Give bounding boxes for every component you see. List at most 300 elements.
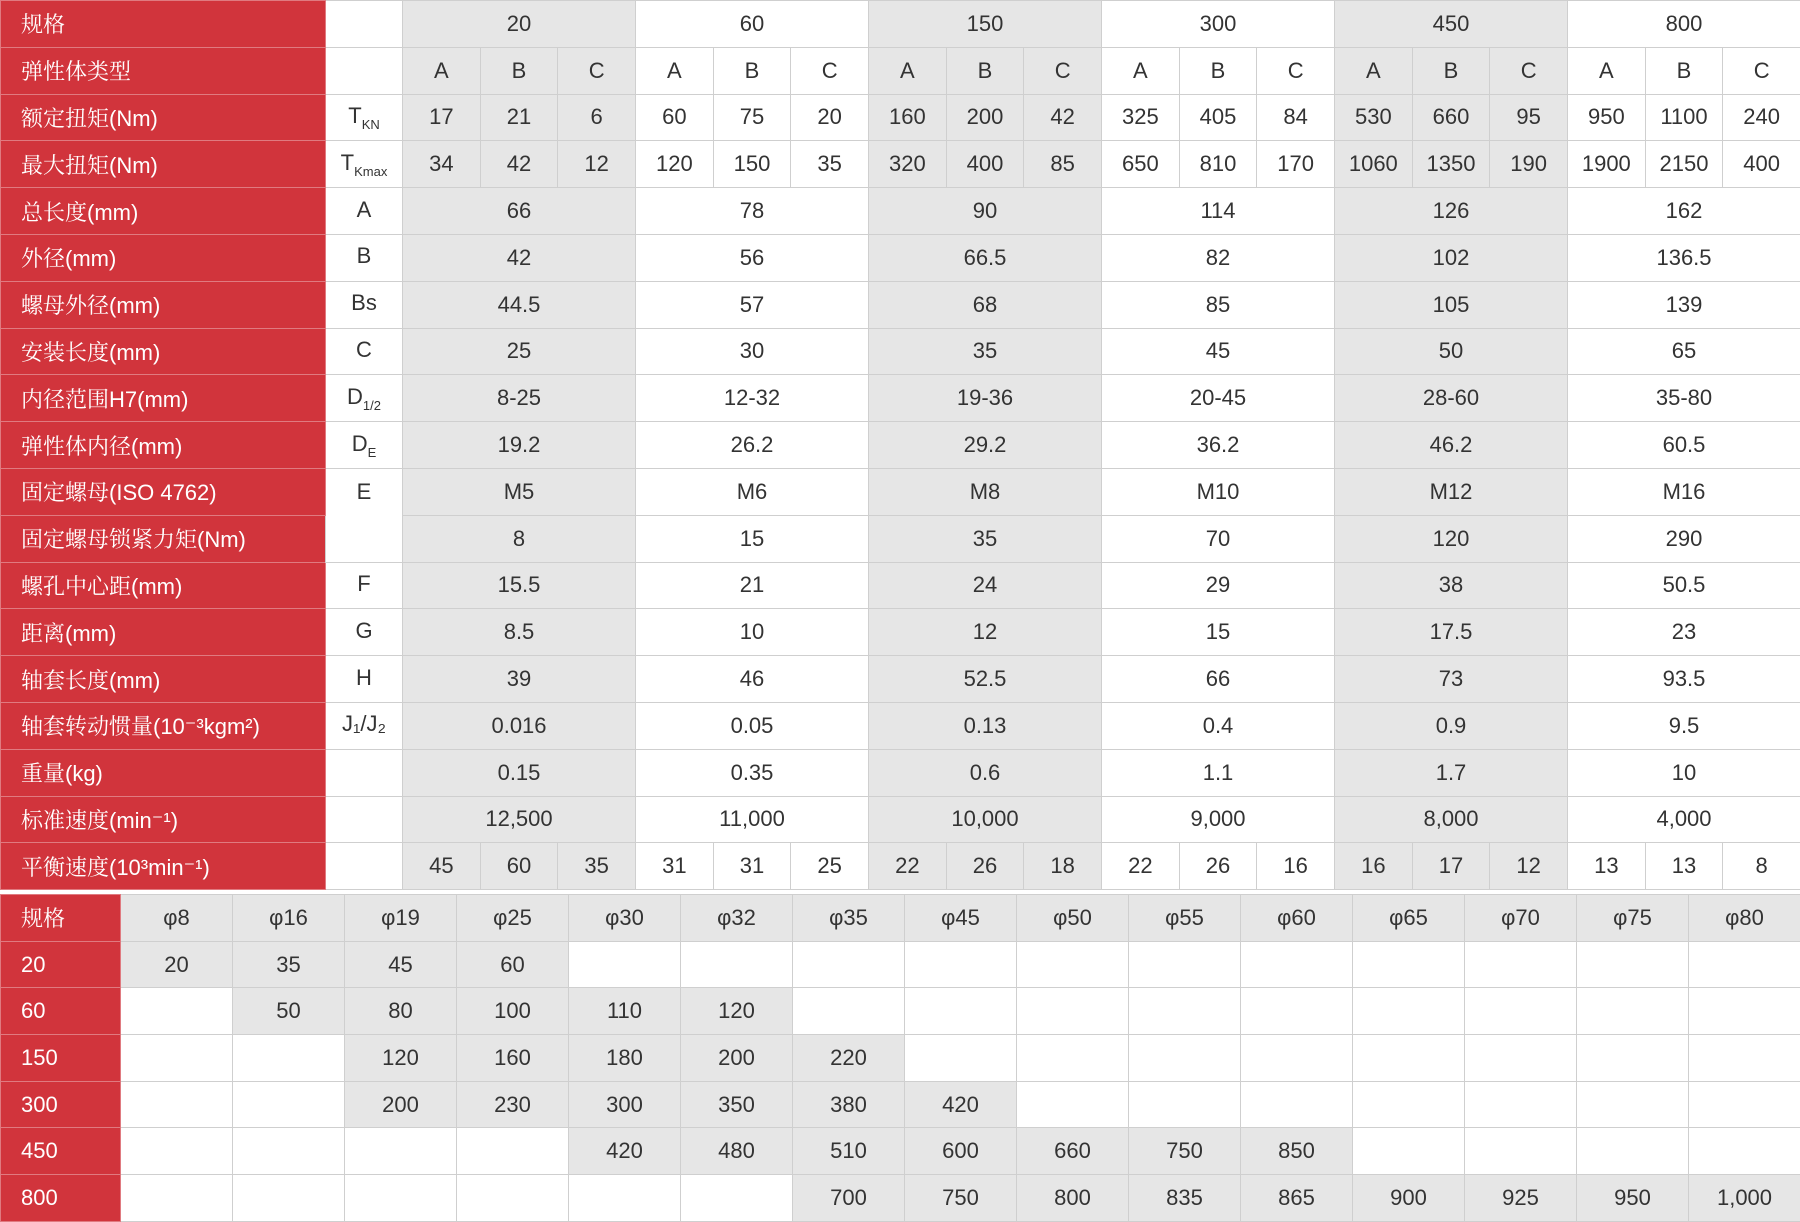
- row-label: 轴套长度(mm): [1, 656, 326, 703]
- value-cell: 139: [1568, 281, 1800, 328]
- value-cell: 15: [636, 515, 869, 562]
- symbol-cell: [326, 796, 403, 843]
- size-header-cell: 150: [869, 1, 1102, 48]
- value-cell: 34: [403, 141, 481, 188]
- value-cell: 660: [1412, 94, 1490, 141]
- bore-header-cell: φ30: [569, 895, 681, 942]
- size-header-cell: 450: [1335, 1, 1568, 48]
- value-cell: 162: [1568, 188, 1800, 235]
- bore-header-cell: φ55: [1129, 895, 1241, 942]
- value-cell: 16: [1335, 843, 1413, 890]
- value-cell: 57: [636, 281, 869, 328]
- symbol-cell: [326, 702, 403, 749]
- bore-header-cell: φ80: [1689, 895, 1800, 942]
- row-label: 固定螺母锁紧力矩(Nm): [1, 515, 326, 562]
- spec-row: [1, 562, 1800, 609]
- row-label: 额定扭矩(Nm): [1, 94, 326, 141]
- type-cell: A: [869, 47, 947, 94]
- bore-row: [1, 988, 1800, 1035]
- value-cell: 865: [1241, 1175, 1353, 1222]
- bore-header-cell: φ19: [345, 895, 457, 942]
- value-cell: [1465, 1035, 1577, 1082]
- row-label: 内径范围H7(mm): [1, 375, 326, 422]
- value-cell: 750: [905, 1175, 1017, 1222]
- value-cell: [233, 1081, 345, 1128]
- value-cell: [345, 1128, 457, 1175]
- bore-header-cell: φ32: [681, 895, 793, 942]
- symbol-cell: [326, 609, 403, 656]
- value-cell: [121, 1035, 233, 1082]
- symbol-cell: [326, 422, 403, 469]
- value-cell: [1689, 1081, 1800, 1128]
- value-cell: 10,000: [869, 796, 1102, 843]
- symbol-cell: [326, 375, 403, 422]
- value-cell: 325: [1102, 94, 1180, 141]
- value-cell: 150: [713, 141, 791, 188]
- value-cell: 35-80: [1568, 375, 1800, 422]
- value-cell: 810: [1179, 141, 1257, 188]
- value-cell: M6: [636, 468, 869, 515]
- value-cell: 200: [345, 1081, 457, 1128]
- value-cell: 9.5: [1568, 702, 1800, 749]
- value-cell: 300: [569, 1081, 681, 1128]
- symbol-subscript: Kmax: [354, 164, 387, 179]
- value-cell: 0.35: [636, 749, 869, 796]
- symbol-cell: [326, 468, 403, 562]
- value-cell: 700: [793, 1175, 905, 1222]
- value-cell: 22: [1102, 843, 1180, 890]
- value-cell: 0.016: [403, 702, 636, 749]
- value-cell: 75: [713, 94, 791, 141]
- value-cell: 114: [1102, 188, 1335, 235]
- row-label: 最大扭矩(Nm): [1, 141, 326, 188]
- value-cell: 29.2: [869, 422, 1102, 469]
- type-cell: B: [480, 47, 558, 94]
- value-cell: 60: [457, 941, 569, 988]
- symbol-cell: [326, 562, 403, 609]
- value-cell: 39: [403, 656, 636, 703]
- value-cell: 17: [1412, 843, 1490, 890]
- bore-row: [1, 1035, 1800, 1082]
- value-cell: 60: [480, 843, 558, 890]
- bore-row: [1, 1175, 1800, 1222]
- value-cell: 50: [233, 988, 345, 1035]
- value-cell: 17: [403, 94, 481, 141]
- value-cell: 66.5: [869, 234, 1102, 281]
- value-cell: [1689, 941, 1800, 988]
- size-header-cell: 300: [1102, 1, 1335, 48]
- value-cell: 26.2: [636, 422, 869, 469]
- value-cell: [457, 1175, 569, 1222]
- value-cell: [905, 941, 1017, 988]
- bore-header-cell: φ50: [1017, 895, 1129, 942]
- value-cell: 12: [558, 141, 636, 188]
- value-cell: 1060: [1335, 141, 1413, 188]
- symbol-main: A: [357, 197, 372, 222]
- balance-speed-row: [1, 843, 1800, 890]
- bore-header-cell: φ70: [1465, 895, 1577, 942]
- value-cell: 90: [869, 188, 1102, 235]
- row-label: 标准速度(min⁻¹): [1, 796, 326, 843]
- value-cell: 480: [681, 1128, 793, 1175]
- spec-row: [1, 749, 1800, 796]
- value-cell: 66: [403, 188, 636, 235]
- spec-row: [1, 234, 1800, 281]
- value-cell: [1353, 1128, 1465, 1175]
- type-cell: C: [791, 47, 869, 94]
- value-cell: M12: [1335, 468, 1568, 515]
- value-cell: 126: [1335, 188, 1568, 235]
- symbol-main: E: [357, 479, 372, 504]
- type-cell: A: [636, 47, 714, 94]
- value-cell: 42: [1024, 94, 1102, 141]
- symbol-main: T: [348, 103, 361, 128]
- spec-row: [1, 328, 1800, 375]
- value-cell: 19.2: [403, 422, 636, 469]
- value-cell: [1465, 1081, 1577, 1128]
- row-label: 150: [1, 1035, 121, 1082]
- row-label: 安装长度(mm): [1, 328, 326, 375]
- spec-row: [1, 656, 1800, 703]
- type-cell: B: [1645, 47, 1723, 94]
- bore-header-cell: φ16: [233, 895, 345, 942]
- value-cell: 25: [791, 843, 869, 890]
- value-cell: [1577, 1081, 1689, 1128]
- value-cell: [121, 1081, 233, 1128]
- value-cell: 1,000: [1689, 1175, 1800, 1222]
- value-cell: 105: [1335, 281, 1568, 328]
- value-cell: 80: [345, 988, 457, 1035]
- value-cell: 180: [569, 1035, 681, 1082]
- value-cell: 190: [1490, 141, 1568, 188]
- bore-header-cell: φ35: [793, 895, 905, 942]
- value-cell: 78: [636, 188, 869, 235]
- value-cell: [569, 1175, 681, 1222]
- value-cell: [1353, 988, 1465, 1035]
- spec-row: [1, 515, 1800, 562]
- value-cell: 21: [636, 562, 869, 609]
- value-cell: 45: [345, 941, 457, 988]
- value-cell: 160: [869, 94, 947, 141]
- symbol-cell: [326, 234, 403, 281]
- value-cell: 660: [1017, 1128, 1129, 1175]
- value-cell: [1017, 1035, 1129, 1082]
- symbol-main: Bs: [351, 290, 377, 315]
- value-cell: 530: [1335, 94, 1413, 141]
- spec-row: [1, 375, 1800, 422]
- value-cell: 11,000: [636, 796, 869, 843]
- row-label: 平衡速度(10³min⁻¹): [1, 843, 326, 890]
- value-cell: [1353, 1035, 1465, 1082]
- value-cell: 950: [1577, 1175, 1689, 1222]
- value-cell: [1241, 941, 1353, 988]
- value-cell: 8.5: [403, 609, 636, 656]
- value-cell: 42: [403, 234, 636, 281]
- value-cell: 84: [1257, 94, 1335, 141]
- value-cell: 10: [1568, 749, 1800, 796]
- value-cell: [1689, 988, 1800, 1035]
- value-cell: 20-45: [1102, 375, 1335, 422]
- value-cell: 120: [681, 988, 793, 1035]
- symbol-cell: [326, 656, 403, 703]
- value-cell: 44.5: [403, 281, 636, 328]
- value-cell: [1689, 1128, 1800, 1175]
- value-cell: 15.5: [403, 562, 636, 609]
- row-label: 总长度(mm): [1, 188, 326, 235]
- value-cell: [1577, 1035, 1689, 1082]
- type-cell: A: [1102, 47, 1180, 94]
- spec-row: [1, 609, 1800, 656]
- value-cell: 120: [1335, 515, 1568, 562]
- value-cell: 420: [905, 1081, 1017, 1128]
- symbol-main: D: [352, 431, 368, 456]
- type-cell: B: [946, 47, 1024, 94]
- value-cell: [1129, 988, 1241, 1035]
- value-cell: 136.5: [1568, 234, 1800, 281]
- symbol-main: F: [357, 571, 370, 596]
- value-cell: 50: [1335, 328, 1568, 375]
- value-cell: 31: [636, 843, 714, 890]
- value-cell: 82: [1102, 234, 1335, 281]
- value-cell: 13: [1645, 843, 1723, 890]
- bore-header-cell: φ60: [1241, 895, 1353, 942]
- value-cell: 1350: [1412, 141, 1490, 188]
- value-cell: 170: [1257, 141, 1335, 188]
- value-cell: 31: [713, 843, 791, 890]
- value-cell: [1017, 941, 1129, 988]
- row-label: 轴套转动惯量(10⁻³kgm²): [1, 702, 326, 749]
- size-header-cell: 60: [636, 1, 869, 48]
- value-cell: 28-60: [1335, 375, 1568, 422]
- value-cell: 21: [480, 94, 558, 141]
- value-cell: 350: [681, 1081, 793, 1128]
- spec-row: [1, 281, 1800, 328]
- value-cell: [905, 988, 1017, 1035]
- row-label: 450: [1, 1128, 121, 1175]
- spec-row: [1, 702, 1800, 749]
- value-cell: 12-32: [636, 375, 869, 422]
- value-cell: 42: [480, 141, 558, 188]
- value-cell: 12: [1490, 843, 1568, 890]
- bore-header-cell: φ45: [905, 895, 1017, 942]
- value-cell: 0.4: [1102, 702, 1335, 749]
- value-cell: 60.5: [1568, 422, 1800, 469]
- value-cell: 35: [869, 328, 1102, 375]
- symbol-subscript: KN: [362, 117, 380, 132]
- value-cell: 950: [1568, 94, 1646, 141]
- value-cell: 45: [403, 843, 481, 890]
- value-cell: 46: [636, 656, 869, 703]
- spec-row: [1, 94, 1800, 141]
- value-cell: M16: [1568, 468, 1800, 515]
- value-cell: 85: [1102, 281, 1335, 328]
- value-cell: M10: [1102, 468, 1335, 515]
- value-cell: 0.13: [869, 702, 1102, 749]
- row-label: 20: [1, 941, 121, 988]
- bore-row: [1, 1128, 1800, 1175]
- value-cell: 835: [1129, 1175, 1241, 1222]
- value-cell: [681, 941, 793, 988]
- value-cell: 1.7: [1335, 749, 1568, 796]
- value-cell: 95: [1490, 94, 1568, 141]
- value-cell: 380: [793, 1081, 905, 1128]
- type-cell: C: [1723, 47, 1800, 94]
- type-cell: B: [1412, 47, 1490, 94]
- value-cell: 220: [793, 1035, 905, 1082]
- value-cell: 16: [1257, 843, 1335, 890]
- size-header-cell: 20: [403, 1, 636, 48]
- value-cell: 12: [869, 609, 1102, 656]
- bore-header-cell: φ8: [121, 895, 233, 942]
- value-cell: 36.2: [1102, 422, 1335, 469]
- symbol-cell: [326, 843, 403, 890]
- value-cell: 320: [869, 141, 947, 188]
- row-label: 弹性体内径(mm): [1, 422, 326, 469]
- value-cell: 35: [791, 141, 869, 188]
- symbol-cell: [326, 281, 403, 328]
- value-cell: [1129, 1081, 1241, 1128]
- value-cell: 925: [1465, 1175, 1577, 1222]
- value-cell: 56: [636, 234, 869, 281]
- value-cell: 8-25: [403, 375, 636, 422]
- value-cell: 38: [1335, 562, 1568, 609]
- value-cell: 4,000: [1568, 796, 1800, 843]
- value-cell: 22: [869, 843, 947, 890]
- value-cell: 200: [946, 94, 1024, 141]
- value-cell: 30: [636, 328, 869, 375]
- value-cell: [233, 1035, 345, 1082]
- size-header-cell: 800: [1568, 1, 1800, 48]
- spec-row: [1, 468, 1800, 515]
- bore-header-cell: φ25: [457, 895, 569, 942]
- value-cell: [905, 1035, 1017, 1082]
- row-label: 螺母外径(mm): [1, 281, 326, 328]
- value-cell: 85: [1024, 141, 1102, 188]
- type-cell: B: [1179, 47, 1257, 94]
- spec-row: [1, 796, 1800, 843]
- value-cell: [1353, 941, 1465, 988]
- value-cell: 26: [946, 843, 1024, 890]
- elastomer-type-row: [1, 47, 1800, 94]
- value-cell: [1017, 1081, 1129, 1128]
- value-cell: [233, 1175, 345, 1222]
- value-cell: [1129, 1035, 1241, 1082]
- symbol-cell: [326, 141, 403, 188]
- value-cell: [793, 941, 905, 988]
- value-cell: 35: [558, 843, 636, 890]
- value-cell: [1465, 1128, 1577, 1175]
- symbol-main: T: [341, 150, 354, 175]
- symbol-cell: [326, 188, 403, 235]
- value-cell: 600: [905, 1128, 1017, 1175]
- row-label: 固定螺母(ISO 4762): [1, 468, 326, 515]
- value-cell: [1689, 1035, 1800, 1082]
- value-cell: 0.05: [636, 702, 869, 749]
- value-cell: [1465, 941, 1577, 988]
- value-cell: [345, 1175, 457, 1222]
- value-cell: 46.2: [1335, 422, 1568, 469]
- value-cell: 65: [1568, 328, 1800, 375]
- spec-row: [1, 422, 1800, 469]
- value-cell: 15: [1102, 609, 1335, 656]
- value-cell: 110: [569, 988, 681, 1035]
- value-cell: [1129, 941, 1241, 988]
- value-cell: 850: [1241, 1128, 1353, 1175]
- value-cell: 8: [1723, 843, 1800, 890]
- row-label: 重量(kg): [1, 749, 326, 796]
- value-cell: 650: [1102, 141, 1180, 188]
- spec-row: [1, 141, 1800, 188]
- value-cell: 23: [1568, 609, 1800, 656]
- value-cell: 160: [457, 1035, 569, 1082]
- row-label: 800: [1, 1175, 121, 1222]
- value-cell: 9,000: [1102, 796, 1335, 843]
- symbol-main: D: [347, 384, 363, 409]
- value-cell: [1241, 1081, 1353, 1128]
- value-cell: 240: [1723, 94, 1800, 141]
- value-cell: [681, 1175, 793, 1222]
- bore-row: [1, 1081, 1800, 1128]
- type-cell: C: [1024, 47, 1102, 94]
- value-cell: 45: [1102, 328, 1335, 375]
- value-cell: [1353, 1081, 1465, 1128]
- spec-row: [1, 188, 1800, 235]
- value-cell: [121, 1128, 233, 1175]
- value-cell: 750: [1129, 1128, 1241, 1175]
- value-cell: 120: [345, 1035, 457, 1082]
- symbol-main: J₁/J₂: [342, 711, 386, 736]
- row-label: 螺孔中心距(mm): [1, 562, 326, 609]
- value-cell: 400: [946, 141, 1024, 188]
- value-cell: 20: [121, 941, 233, 988]
- value-cell: [793, 988, 905, 1035]
- value-cell: 17.5: [1335, 609, 1568, 656]
- symbol-subscript: E: [368, 445, 377, 460]
- symbol-cell: [326, 1, 403, 48]
- symbol-subscript: 1/2: [363, 398, 381, 413]
- type-cell: B: [713, 47, 791, 94]
- value-cell: 18: [1024, 843, 1102, 890]
- symbol-main: C: [356, 337, 372, 362]
- value-cell: 24: [869, 562, 1102, 609]
- row-label: 规格: [1, 1, 326, 48]
- value-cell: 420: [569, 1128, 681, 1175]
- value-cell: 1900: [1568, 141, 1646, 188]
- row-label: 规格: [1, 895, 121, 942]
- value-cell: 35: [869, 515, 1102, 562]
- row-label: 300: [1, 1081, 121, 1128]
- type-cell: A: [1335, 47, 1413, 94]
- value-cell: 52.5: [869, 656, 1102, 703]
- value-cell: 73: [1335, 656, 1568, 703]
- value-cell: 8,000: [1335, 796, 1568, 843]
- value-cell: 405: [1179, 94, 1257, 141]
- value-cell: [1465, 988, 1577, 1035]
- type-cell: A: [403, 47, 481, 94]
- value-cell: 8: [403, 515, 636, 562]
- row-label: 60: [1, 988, 121, 1035]
- value-cell: [1241, 1035, 1353, 1082]
- symbol-main: B: [357, 243, 372, 268]
- value-cell: 0.9: [1335, 702, 1568, 749]
- value-cell: 510: [793, 1128, 905, 1175]
- type-cell: C: [558, 47, 636, 94]
- row-label: 距离(mm): [1, 609, 326, 656]
- value-cell: 120: [636, 141, 714, 188]
- type-cell: C: [1490, 47, 1568, 94]
- size-header-row: [1, 1, 1800, 48]
- value-cell: 900: [1353, 1175, 1465, 1222]
